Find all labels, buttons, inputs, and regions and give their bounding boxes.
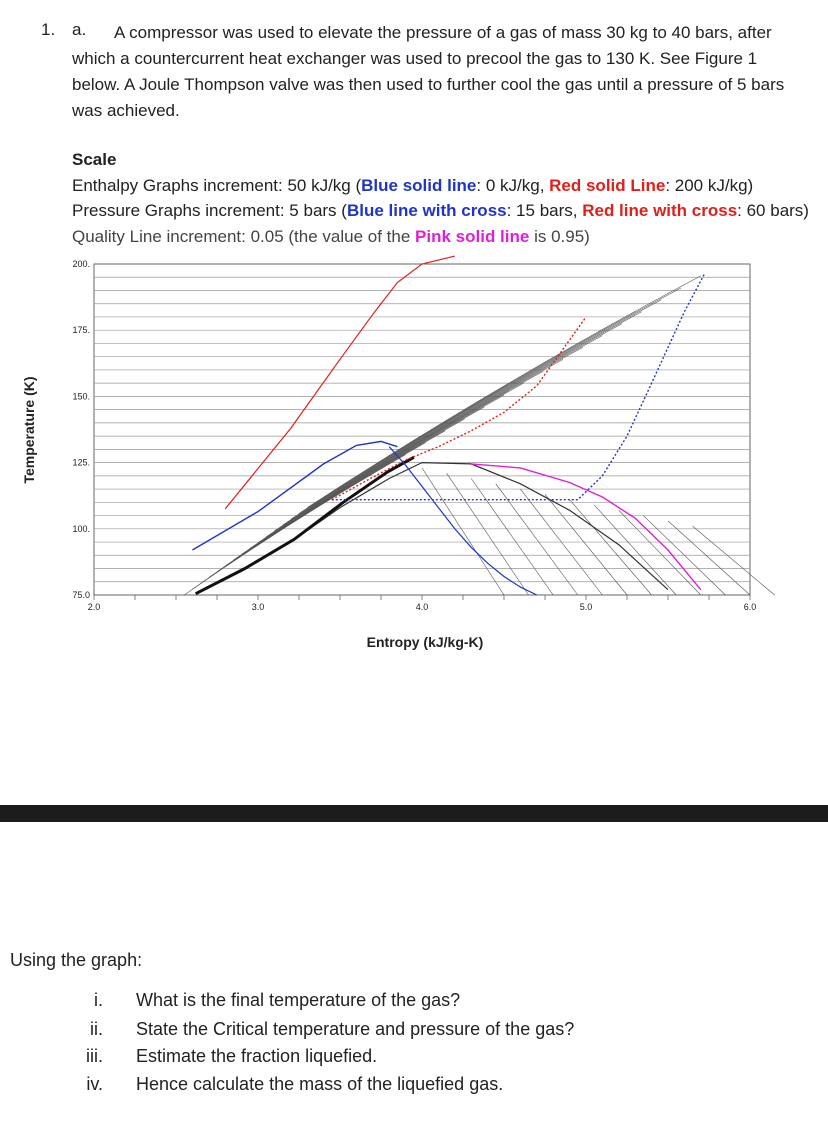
scale-title: Scale bbox=[72, 150, 117, 169]
question-number: 1. bbox=[41, 20, 56, 39]
y-tick-label: 100. bbox=[72, 523, 90, 534]
plot-frame bbox=[94, 264, 750, 595]
question-item-text: Estimate the fraction liquefied. bbox=[136, 1046, 378, 1066]
y-tick-label: 75.0 bbox=[72, 590, 90, 600]
x-tick-label: 6.0 bbox=[743, 602, 757, 612]
pressure-blue-label: Blue line with cross bbox=[346, 201, 507, 220]
x-tick-label: 3.0 bbox=[251, 602, 265, 612]
separator-bar bbox=[0, 805, 828, 822]
question-roman: i. bbox=[94, 990, 103, 1010]
enthalpy-blue-value: : 0 kJ/kg, bbox=[476, 175, 550, 195]
x-tick-label: 2.0 bbox=[87, 602, 101, 612]
question-roman: iv. bbox=[86, 1074, 103, 1094]
question-roman: iii. bbox=[86, 1046, 103, 1066]
pressure-red-value: : 60 bars) bbox=[737, 201, 809, 220]
enthalpy-red-value: : 200 kJ/kg) bbox=[665, 175, 754, 195]
pressure-prefix: Pressure Graphs increment: 5 bars ( bbox=[72, 201, 347, 220]
question-item-text: What is the final temperature of the gas? bbox=[136, 990, 461, 1010]
y-tick-labels bbox=[72, 259, 90, 600]
quality-pink-value: is 0.95) bbox=[529, 226, 590, 246]
y-axis-label: Temperature (K) bbox=[21, 376, 37, 484]
y-tick-label: 125. bbox=[72, 457, 90, 468]
question-text: A compressor was used to elevate the pressure of a gas of mass 30 kg to 40 bars, after which a countercurrent heat exchanger was used to precool the gas to 130 K. See Figure 1 below. A Joule Thompson valve was then used to further cool the gas until a pressure of 5 bars was achieved. bbox=[72, 23, 785, 120]
y-tick-label: 200. bbox=[72, 259, 90, 269]
enthalpy-prefix: Enthalpy Graphs increment: 50 kJ/kg ( bbox=[72, 175, 362, 195]
x-axis-label: Entropy (kJ/kg-K) bbox=[366, 634, 484, 650]
enthalpy-red-label: Red solid Line bbox=[549, 175, 666, 195]
x-tick-label: 4.0 bbox=[415, 602, 429, 612]
question-item-text: State the Critical temperature and pressure of the gas? bbox=[136, 1019, 575, 1039]
x-tick-labels bbox=[88, 602, 757, 612]
y-tick-label: 175. bbox=[72, 325, 90, 336]
scale-pressure-line bbox=[72, 198, 809, 224]
y-tick-label: 150. bbox=[72, 391, 90, 402]
pressure-blue-value: : 15 bars, bbox=[506, 201, 583, 220]
scale-quality-line bbox=[72, 224, 809, 250]
quality-prefix: Quality Line increment: 0.05 (the value of the bbox=[72, 226, 416, 246]
quality-pink-label: Pink solid line bbox=[415, 226, 530, 246]
question-item-text: Hence calculate the mass of the liquefied gas. bbox=[136, 1074, 504, 1094]
prompt-text: Using the graph: bbox=[10, 950, 143, 970]
scale-legend bbox=[72, 147, 809, 249]
ts-diagram-chart bbox=[0, 250, 828, 660]
enthalpy-blue-label: Blue solid line bbox=[361, 175, 477, 195]
scale-enthalpy-line bbox=[72, 173, 809, 199]
x-tick-label: 5.0 bbox=[579, 602, 593, 612]
question-part-label: a. bbox=[72, 20, 87, 39]
pressure-red-label: Red line with cross bbox=[582, 201, 738, 220]
question-roman: ii. bbox=[90, 1019, 103, 1039]
